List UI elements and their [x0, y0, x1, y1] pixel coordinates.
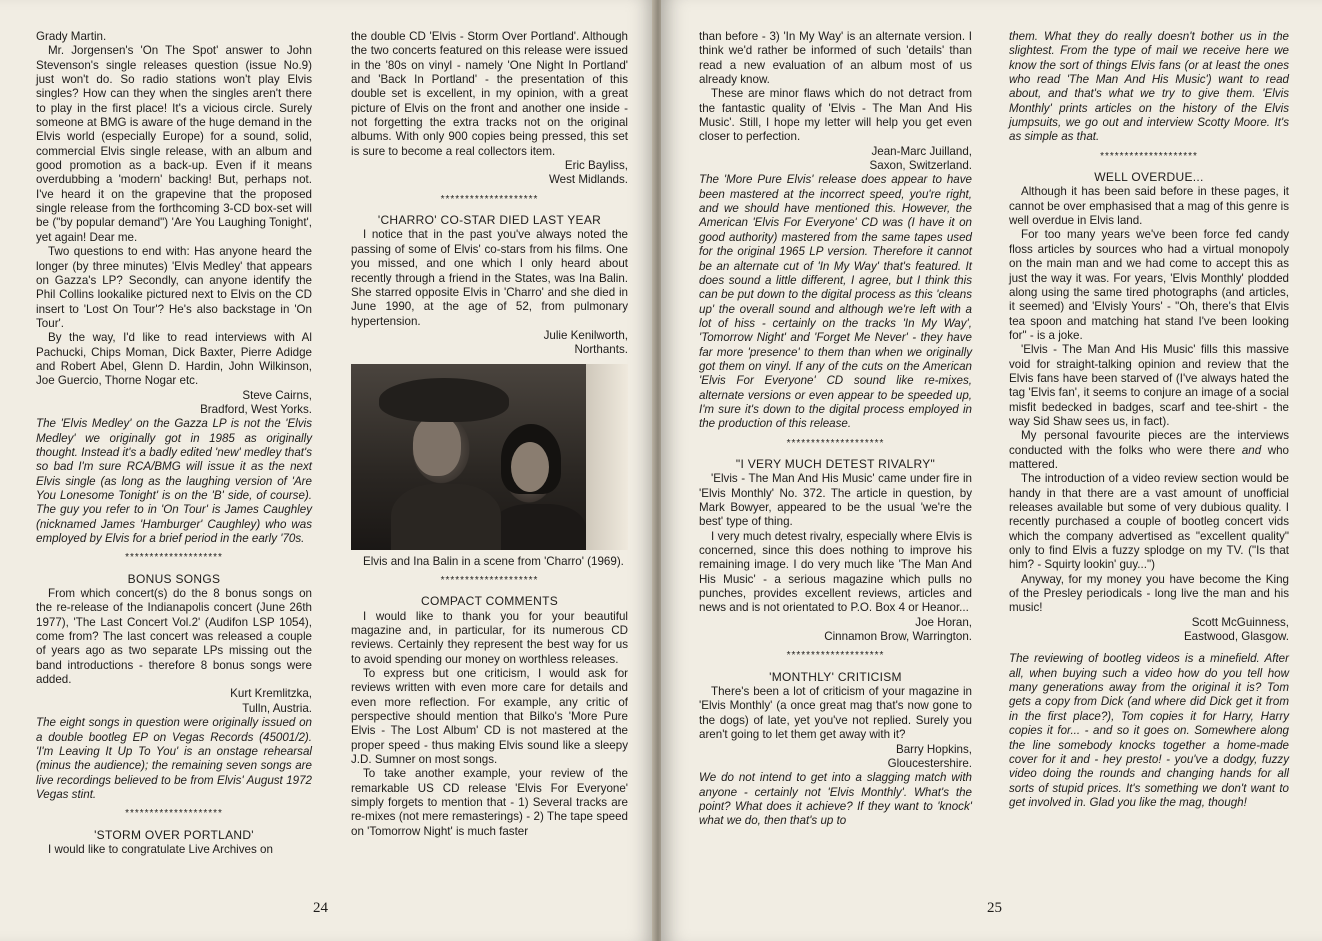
- letter-signature: Jean-Marc Juilland,: [871, 144, 972, 158]
- letter-signature: Steve Cairns,: [242, 388, 312, 402]
- letter-text: the double CD 'Elvis - Storm Over Portland'. Although the two concerts featured on this release were issued in the '80s on vinyl - namely 'One Night In Portland' and 'Back In Portland' - the presentation of this double set is excellent, in my opinion, with a great picture of Elvis on the front and another one inside - not forgetting the extra tracks not on the original albums. With only 900 copies being pressed, this set is sure to become a real collectors item.: [351, 30, 628, 158]
- letter-text-span: who mattered.: [1009, 443, 1289, 471]
- photo-figure: [511, 442, 549, 492]
- letter-text: To express but one criticism, I would ask for reviews written with even more care for details and even more reflection. For example, any critic of perspective should mention that Bilko's 'More Pure Elvis - The Lost Album' CD is not mastered at the proper speed - thus making Elvis sound like a sleepy J.D. Sumner on most songs.: [351, 666, 628, 767]
- section-heading: WELL OVERDUE...: [1094, 170, 1204, 185]
- letter-location: Tulln, Austria.: [242, 701, 312, 715]
- editor-reply: them. What they do really doesn't bother us in the slightest. From the type of mail we receive here we know the sort of things Elvis fans (or at least the ones who read 'The Man And His Music') want to read about, and that's what we try to give them. 'Elvis Monthly' prints articles on the history of the Elvis jumpsuits, we go out and interview Scotty Moore. It's as simple as that.: [1009, 30, 1289, 144]
- letter-text: I notice that in the past you've always noted the passing of some of Elvis' co-stars from his films. One you missed, and one which I only heard about recently through a friend in the States, was Ina Balin. She starred opposite Elvis in 'Charro' and she died in June 1990, at the age of 52, from pulmonary hypertension.: [351, 228, 628, 328]
- letter-text: Grady Martin.: [36, 30, 107, 43]
- letter-signature: Scott McGuinness,: [1191, 615, 1289, 629]
- letter-text: Mr. Jorgensen's 'On The Spot' answer to John Stevenson's single releases question (issue No.9) just won't do. So radio stations won't play Elvis singles? How can they when the singles aren't there to play in the first place! It's a vicious circle. Surely someone at BMG is aware of the huge demand in the Elvis world (especially Europe) for a sound, solid, commercial Elvis single release, with an album and good promotion as a back-up. Even if it means overdubbing a 'modern' backing! But, perhaps not. I've heard it on the grapevine that the proposed single release from the forthcoming 3-CD box-set will be ("by popular demand") 'Are You Laughing Tonight', yet again! Dear me.: [36, 44, 312, 244]
- photo-door: [586, 364, 628, 550]
- editor-reply: The 'More Pure Elvis' release does appear to have been mastered at the incorrect speed, you're right, and we should have mentioned this. However, the American 'Elvis For Everyone' CD was (I have it on good authority) mastered from the same tapes used for the original 1965 LP version. Therefore it cannot be an alternate cut of 'In My Way' that's featured. It does sound a little different, I agree, but I think this can be put down to the digital process as this 'cleans up' the overall sound and although we're left with a lot of hiss - certainly on the tracks 'In My Way', 'Tomorrow Night' and 'Forget Me Never' - they have far more 'presence' to them than when we originally got them on vinyl. If any of the cuts on the American 'Elvis For Everyone' CD sound like re-mixes, alternate versions or even appear to be speeded up, I'm sure it's down to the digital process employed in the production of this release.: [699, 173, 972, 431]
- letter-text: I would like to congratulate Live Archives on: [48, 842, 273, 856]
- section-heading: BONUS SONGS: [127, 571, 221, 586]
- letter-text: To take another example, your review of the remarkable US CD release 'Elvis For Everyone' simply forgets to mention that - 1) Several tracks are re-mixes (not mere remasterings) - 2) The tape speed on 'Tomorrow Night' is much faster: [351, 767, 628, 838]
- letter-text: These are minor flaws which do not detract from the fantastic quality of 'Elvis - The Man And His Music'. Still, I hope my letter will help you get even closer to perfection.: [699, 87, 972, 144]
- letter-text: Two questions to end with: Has anyone heard the longer (by three minutes) 'Elvis Medley' that appears on Gazza's LP? Secondly, can anyone identify the Phil Collins lookalike pictured next to Elvis on the CD insert to 'Lost On Tour'? He's also backstage in 'On Tour'.: [36, 245, 312, 330]
- photo-caption: Elvis and Ina Balin in a scene from 'Charro' (1969).: [363, 554, 624, 568]
- letter-text: By the way, I'd like to read interviews with Al Pachucki, Chips Moman, Dick Baxter, Pierre Adidge and Robert Abel, Glenn D. Hardin, John Wilkinson, Joe Guercio, Thorne Nogar etc.: [36, 331, 312, 388]
- section-heading: "I VERY MUCH DETEST RIVALRY": [735, 456, 936, 471]
- letter-text: For too many years we've been force fed candy floss articles by sources who had a virtual monopoly on the main man and we had come to accept this as just the way it was. For years, 'Elvis Monthly' plodded along using the same tired photographs (and articles, it seemed) and 'Elvisly Yours' - "Oh, there's that Elvis tea spoon and matching hat stand I've been looking for" - is a joke.: [1009, 228, 1289, 342]
- letter-text-span: My personal favourite pieces are the interviews conducted with the folks who were there: [1009, 429, 1289, 457]
- section-heading: 'STORM OVER PORTLAND': [94, 827, 254, 842]
- section-divider: ********************: [786, 437, 885, 449]
- column-1: [36, 30, 312, 857]
- page-number: 25: [987, 900, 1002, 916]
- letter-signature: Joe Horan,: [915, 615, 972, 629]
- editor-reply: The eight songs in question were originally issued on a double bootleg EP on Vegas Records (45001/2). 'I'm Leaving It Up To You' is an onstage rehearsal (minus the audience); the remaining seven songs are live recordings believed to be from Elvis' August 1972 Vegas stint.: [36, 716, 312, 801]
- column-2: [351, 30, 628, 839]
- letter-text: From which concert(s) do the 8 bonus songs on the re-release of the Indianapolis concert (June 26th 1977), 'The Last Concert Vol.2' (Audifon LSP 1054), come from? The last concert was released a couple of years ago as two separate LPs missing out the band introductions - therefore 8 bonus songs were added.: [36, 587, 312, 687]
- letter-signature: Julie Kenilworth,: [543, 328, 628, 342]
- section-divider: ********************: [125, 552, 223, 564]
- column-3: [699, 30, 972, 829]
- letter-location: Bradford, West Yorks.: [200, 402, 312, 416]
- letter-signature: Barry Hopkins,: [895, 742, 972, 756]
- letter-signature: Kurt Kremlitzka,: [230, 687, 312, 701]
- letter-text: Although it has been said before in these pages, it cannot be over emphasised that a mag of this genre is well overdue in Elvis land.: [1009, 185, 1289, 228]
- letter-text: I would like to thank you for your beautiful magazine and, in particular, for its numerous CD reviews. Certainly they represent the best way for us to avoid spending our money on worthless releases.: [351, 609, 628, 666]
- letter-location: Gloucestershire.: [887, 756, 972, 770]
- letter-text: There's been a lot of criticism of your magazine in 'Elvis Monthly' (a once great mag that's now gone to the dogs) of late, yet you've not replied. Surely you aren't going to let them get away with it?: [699, 685, 972, 742]
- section-divider: ********************: [440, 574, 539, 586]
- section-divider: ********************: [125, 808, 223, 820]
- photo-figure: [413, 416, 461, 476]
- letter-text: 'Elvis - The Man And His Music' fills this massive void for straight-talking opinion and review that the Elvis fans have been starved of (I've always hated the tag 'Elvis fan', it seems to conjure an image of a social misfit bedecked in badges, scarf and tee-shirt - the way Sid Shaw sees us, in fact).: [1009, 343, 1289, 428]
- emphasis-text: and: [1241, 443, 1262, 457]
- section-divider: ********************: [440, 193, 539, 205]
- letter-text: than before - 3) 'In My Way' is an alternate version. I think we'd rather be informed of such 'details' than read a new evaluation of an album most of us already know.: [699, 30, 972, 87]
- letter-text: I very much detest rivalry, especially where Elvis is concerned, since this does nothing to improve his remaining image. I do very much like 'The Man And His Music' - a serious magazine which pulls no punches, provides excellent reviews, articles and news and is not orientated to P.O. Box 4 or Heanor...: [699, 529, 972, 615]
- page-number: 24: [313, 900, 328, 916]
- section-heading: COMPACT COMMENTS: [420, 594, 559, 609]
- section-heading: 'MONTHLY' CRITICISM: [769, 669, 902, 684]
- letter-location: Saxon, Switzerland.: [869, 159, 972, 173]
- letter-text: The introduction of a video review section would be handy in that there are a vast amount of unofficial releases available but some of very dubious quality. I recently purchased a couple of bootleg concert vids which the company advertised as "excellent quality" only to find Elvis a fuzzy splodge on my TV. ("Is that him? - Squirty lookin' guy..."): [1009, 472, 1289, 572]
- letter-text: 'Elvis - The Man And His Music' came under fire in 'Elvis Monthly' No. 372. The article in question, by Mark Bowyer, appeared to be the usual 'we're the best' type of thing.: [699, 472, 972, 529]
- letter-location: West Midlands.: [548, 173, 628, 187]
- letter-location: Cinnamon Brow, Warrington.: [824, 630, 972, 644]
- photo-figure: [391, 484, 501, 550]
- letter-text: Anyway, for my money you have become the King of the Presley periodicals - long live the man and his music!: [1009, 572, 1289, 615]
- letter-location: Eastwood, Glasgow.: [1183, 630, 1289, 644]
- charro-photo: [351, 364, 628, 550]
- letter-text: [1009, 429, 1289, 472]
- editor-reply: The reviewing of bootleg videos is a minefield. After all, when buying such a video how do you tell how many generations away from the original it is? Tom gets a copy from Dick (and where did Dick get it from in the first place?), Tom copies it for Harry, Harry copies it for... - and so it goes on. Somewhere along the line somebody knocks together a home-made cover for it and - hey presto! - you've a dodgy, fuzzy video doing the rounds and changing hands for all sorts of stupid prices. It's something we don't want to get involved in. Glad you like the mag, though!: [1009, 652, 1289, 809]
- editor-reply: The 'Elvis Medley' on the Gazza LP is not the 'Elvis Medley' we originally got in 1985 as originally thought. Instead it's a badly edited 'new' medley that's so bad I'm sure RCA/BMG will issue it as the next Elvis single (as long as the laughing version of 'Are You Lonesome Tonight' is on the 'B' side, of course). The guy you refer to in 'On Tour' is James Caughley (nicknamed James 'Hamburger' Caughley) who was employed by Elvis for a brief period in the early '70s.: [36, 417, 312, 546]
- photo-figure: [491, 504, 586, 550]
- photo-hat: [379, 378, 509, 422]
- section-divider: ********************: [786, 650, 885, 662]
- right-page: [661, 0, 1322, 941]
- letter-location: Northants.: [574, 343, 628, 357]
- section-divider: ********************: [1100, 150, 1198, 162]
- editor-reply: We do not intend to get into a slagging match with anyone - certainly not 'Elvis Monthly'. What's the point? What does it achieve? If they want to 'knock' what we do, then that's up to: [699, 771, 972, 828]
- left-page: [0, 0, 655, 941]
- section-heading: 'CHARRO' CO-STAR DIED LAST YEAR: [377, 213, 602, 228]
- column-4: [1009, 30, 1289, 810]
- letter-signature: Eric Bayliss,: [564, 159, 628, 173]
